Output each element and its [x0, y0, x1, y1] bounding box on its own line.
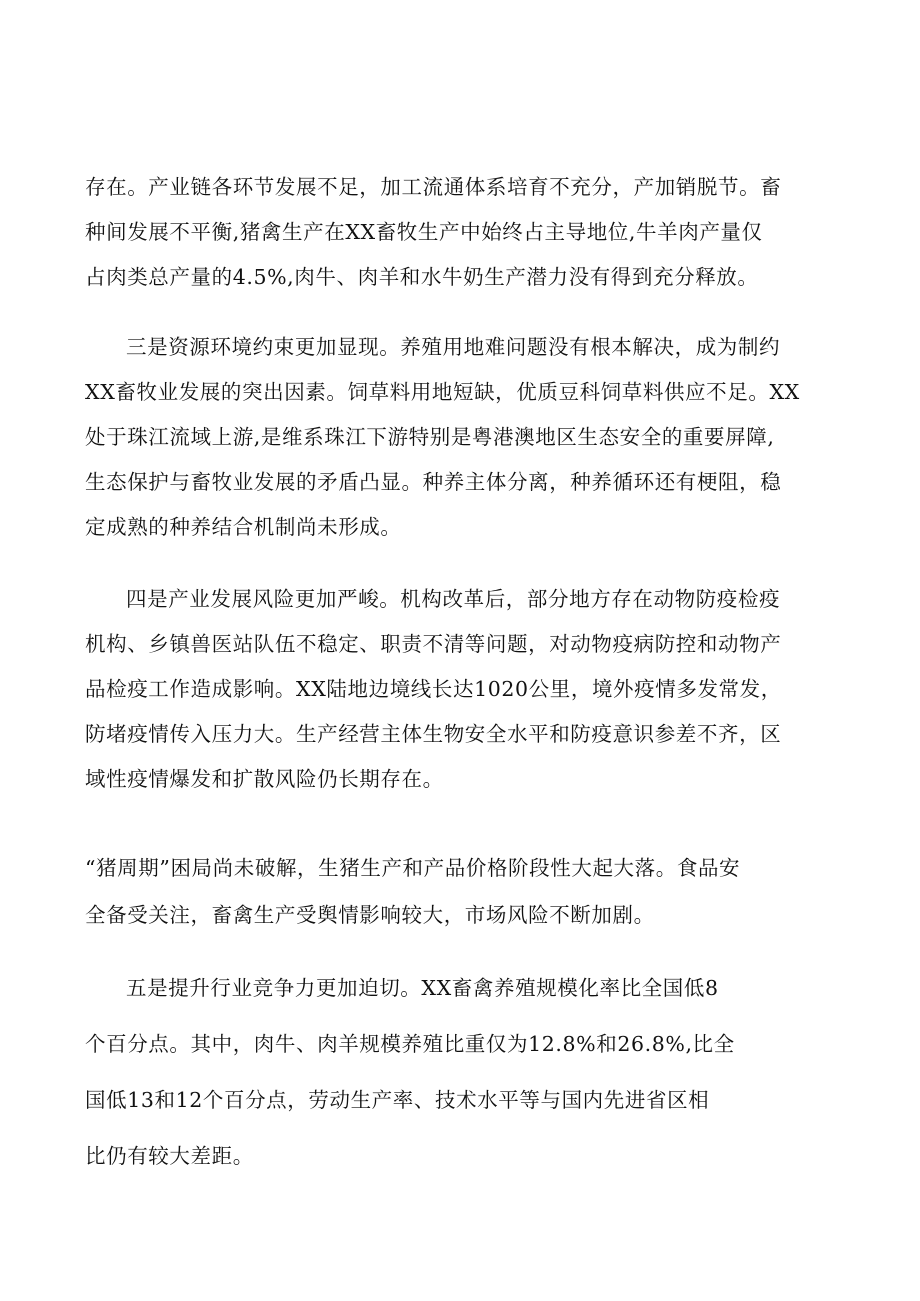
text-line: 全备受关注，畜禽生产受舆情影响较大，市场风险不断加剧。 — [85, 903, 655, 927]
text-line: 品检疫工作造成影响。XX陆地边境线长达1020公里，境外疫情多发常发， — [85, 677, 782, 701]
text-line: XX畜牧业发展的突出因素。饲草料用地短缺，优质豆科饲草料供应不足。XX — [85, 380, 800, 404]
text-line: 种间发展不平衡,猪禽生产在XX畜牧生产中始终占主导地位,牛羊肉产量仅 — [85, 220, 763, 244]
text-line: 机构、乡镇兽医站队伍不稳定、职责不清等问题，对动物疫病防控和动物产 — [85, 632, 782, 656]
text-line: 三是资源环境约束更加显现。养殖用地难问题没有根本解决，成为制约 — [126, 335, 781, 359]
text-line: 域性疫情爆发和扩散风险仍长期存在。 — [85, 767, 444, 791]
paragraph-pig-cycle — [85, 845, 740, 939]
paragraph-continuation — [85, 165, 781, 300]
text-line: 占肉类总产量的4.5%,肉牛、肉羊和水牛奶生产潜力没有得到充分释放。 — [85, 265, 759, 289]
text-line: 防堵疫情传入压力大。生产经营主体生物安全水平和防疫意识参差不齐，区 — [85, 722, 782, 746]
text-line: 存在。产业链各环节发展不足，加工流通体系培育不充分，产加销脱节。畜 — [85, 175, 782, 199]
text-line: “猪周期”困局尚未破解，生猪生产和产品价格阶段性大起大落。食品安 — [85, 856, 741, 880]
text-line: 国低13和12个百分点，劳动生产率、技术水平等与国内先进省区相 — [85, 1088, 710, 1112]
text-line: 五是提升行业竞争力更加迫切。XX畜禽养殖规模化率比全国低8 — [126, 976, 719, 1000]
paragraph-resource-environment — [85, 325, 800, 550]
text-line: 处于珠江流域上游,是维系珠江下游特别是粤港澳地区生态安全的重要屏障, — [85, 425, 775, 449]
paragraph-competitiveness — [85, 960, 735, 1184]
text-line: 个百分点。其中，肉牛、肉羊规模养殖比重仅为12.8%和26.8%,比全 — [85, 1032, 735, 1056]
text-line: 比仍有较大差距。 — [85, 1144, 254, 1168]
paragraph-industry-risk — [85, 577, 782, 802]
text-line: 定成熟的种养结合机制尚未形成。 — [85, 515, 402, 539]
text-line: 生态保护与畜牧业发展的矛盾凸显。种养主体分离，种养循环还有梗阻，稳 — [85, 470, 782, 494]
text-line: 四是产业发展风险更加严峻。机构改革后，部分地方存在动物防疫检疫 — [126, 587, 781, 611]
